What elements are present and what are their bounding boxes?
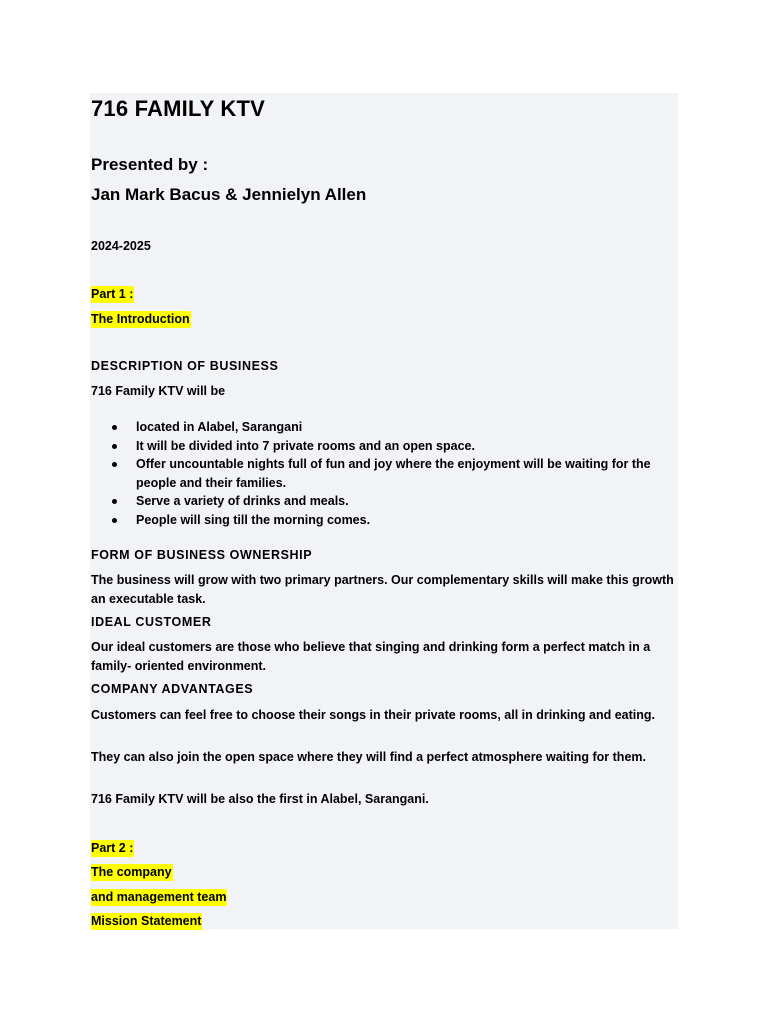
ideal-customer-heading: IDEAL CUSTOMER [91, 615, 212, 629]
document-title: 716 FAMILY KTV [91, 96, 265, 121]
bullet-icon [112, 499, 117, 504]
list-item: located in Alabel, Sarangani [110, 418, 670, 437]
list-item: People will sing till the morning comes. [110, 511, 670, 530]
list-item: Serve a variety of drinks and meals. [110, 492, 670, 511]
part2-line-company: The company [91, 865, 172, 879]
presenters-names: Jan Mark Bacus & Jennielyn Allen [91, 185, 367, 204]
presented-by-label: Presented by : [91, 155, 209, 174]
advantages-paragraph-2: They can also join the open space where they will find a perfect atmosphere waiting for them. [91, 750, 646, 764]
mission-statement-heading: Mission Statement [91, 914, 202, 928]
list-item: It will be divided into 7 private rooms and an open space. [110, 437, 670, 456]
description-intro: 716 Family KTV will be [91, 384, 226, 398]
advantages-heading: COMPANY ADVANTAGES [91, 682, 254, 696]
year-range: 2024-2025 [91, 239, 151, 253]
part1-label: Part 1 : [91, 287, 134, 301]
part2-label: Part 2 : [91, 841, 134, 855]
advantages-paragraph-1: Customers can feel free to choose their songs in their private rooms, all in drinking and eating. [91, 708, 656, 722]
part1-name: The Introduction [91, 312, 190, 326]
ownership-text: The business will grow with two primary partners. Our complementary skills will make this growth an executable task. [91, 573, 674, 606]
bullet-icon [112, 518, 117, 523]
description-heading: DESCRIPTION OF BUSINESS [91, 359, 279, 373]
bullet-icon [112, 425, 117, 430]
part2-line-management: and management team [91, 890, 227, 904]
ideal-customer-text: Our ideal customers are those who believe that singing and drinking form a perfect match in a family- oriented environment. [91, 640, 651, 673]
advantages-paragraph-3: 716 Family KTV will be also the first in Alabel, Sarangani. [91, 792, 429, 806]
ownership-heading: FORM OF BUSINESS OWNERSHIP [91, 548, 313, 562]
bullet-icon [112, 462, 117, 467]
list-item: Offer uncountable nights full of fun and joy where the enjoyment will be waiting for the people and their families. [110, 455, 670, 492]
description-bullet-list [110, 418, 670, 529]
bullet-icon [112, 444, 117, 449]
